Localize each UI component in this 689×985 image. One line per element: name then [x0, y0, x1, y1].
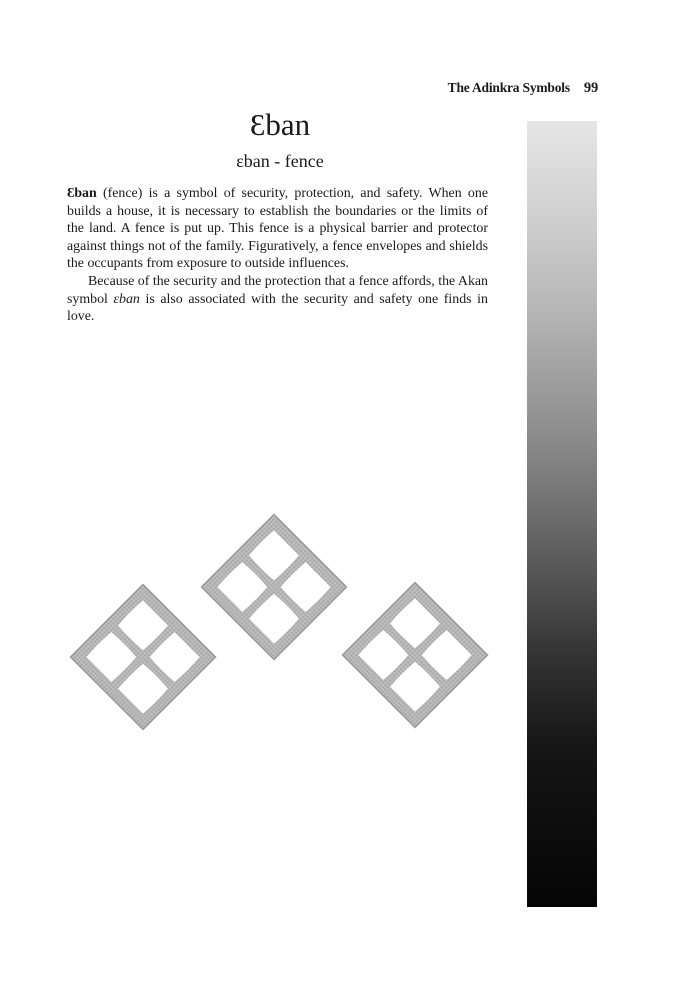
paragraph-1-text: (fence) is a symbol of security, protection, and safety. When one builds a house, it is necessary to establish the boundaries or the limits of the land. A fence is put up. This fence is a physical barrier and protector against things not of the family. Figuratively, a fence envelopes and shields the occupants from exposure to outside influences. — [67, 186, 488, 272]
term-bold: Ɛban — [67, 186, 97, 201]
running-head — [380, 80, 598, 97]
body-text — [67, 185, 488, 326]
page-subtitle: ɛban - fence — [236, 151, 324, 171]
paragraph-2-text-before: Because of the security and the protection that a fence affords, the Akan symbol — [67, 273, 488, 307]
running-head-title: The Adinkra Symbols — [447, 80, 570, 95]
paragraph-2-text-after: is also associated with the security and safety one finds in love. — [67, 291, 488, 325]
eban-motif-right — [343, 583, 488, 728]
eban-motif-center — [202, 515, 347, 660]
paragraph-1 — [67, 185, 488, 273]
paragraph-2 — [67, 273, 488, 326]
term-italic: ɛban — [113, 291, 140, 307]
page-number: 99 — [583, 80, 598, 96]
page-title: Ɛban — [249, 107, 311, 142]
eban-symbol-illustration — [55, 505, 495, 745]
eban-motif-left — [71, 585, 216, 730]
thumb-index-gradient-bar — [527, 121, 597, 907]
